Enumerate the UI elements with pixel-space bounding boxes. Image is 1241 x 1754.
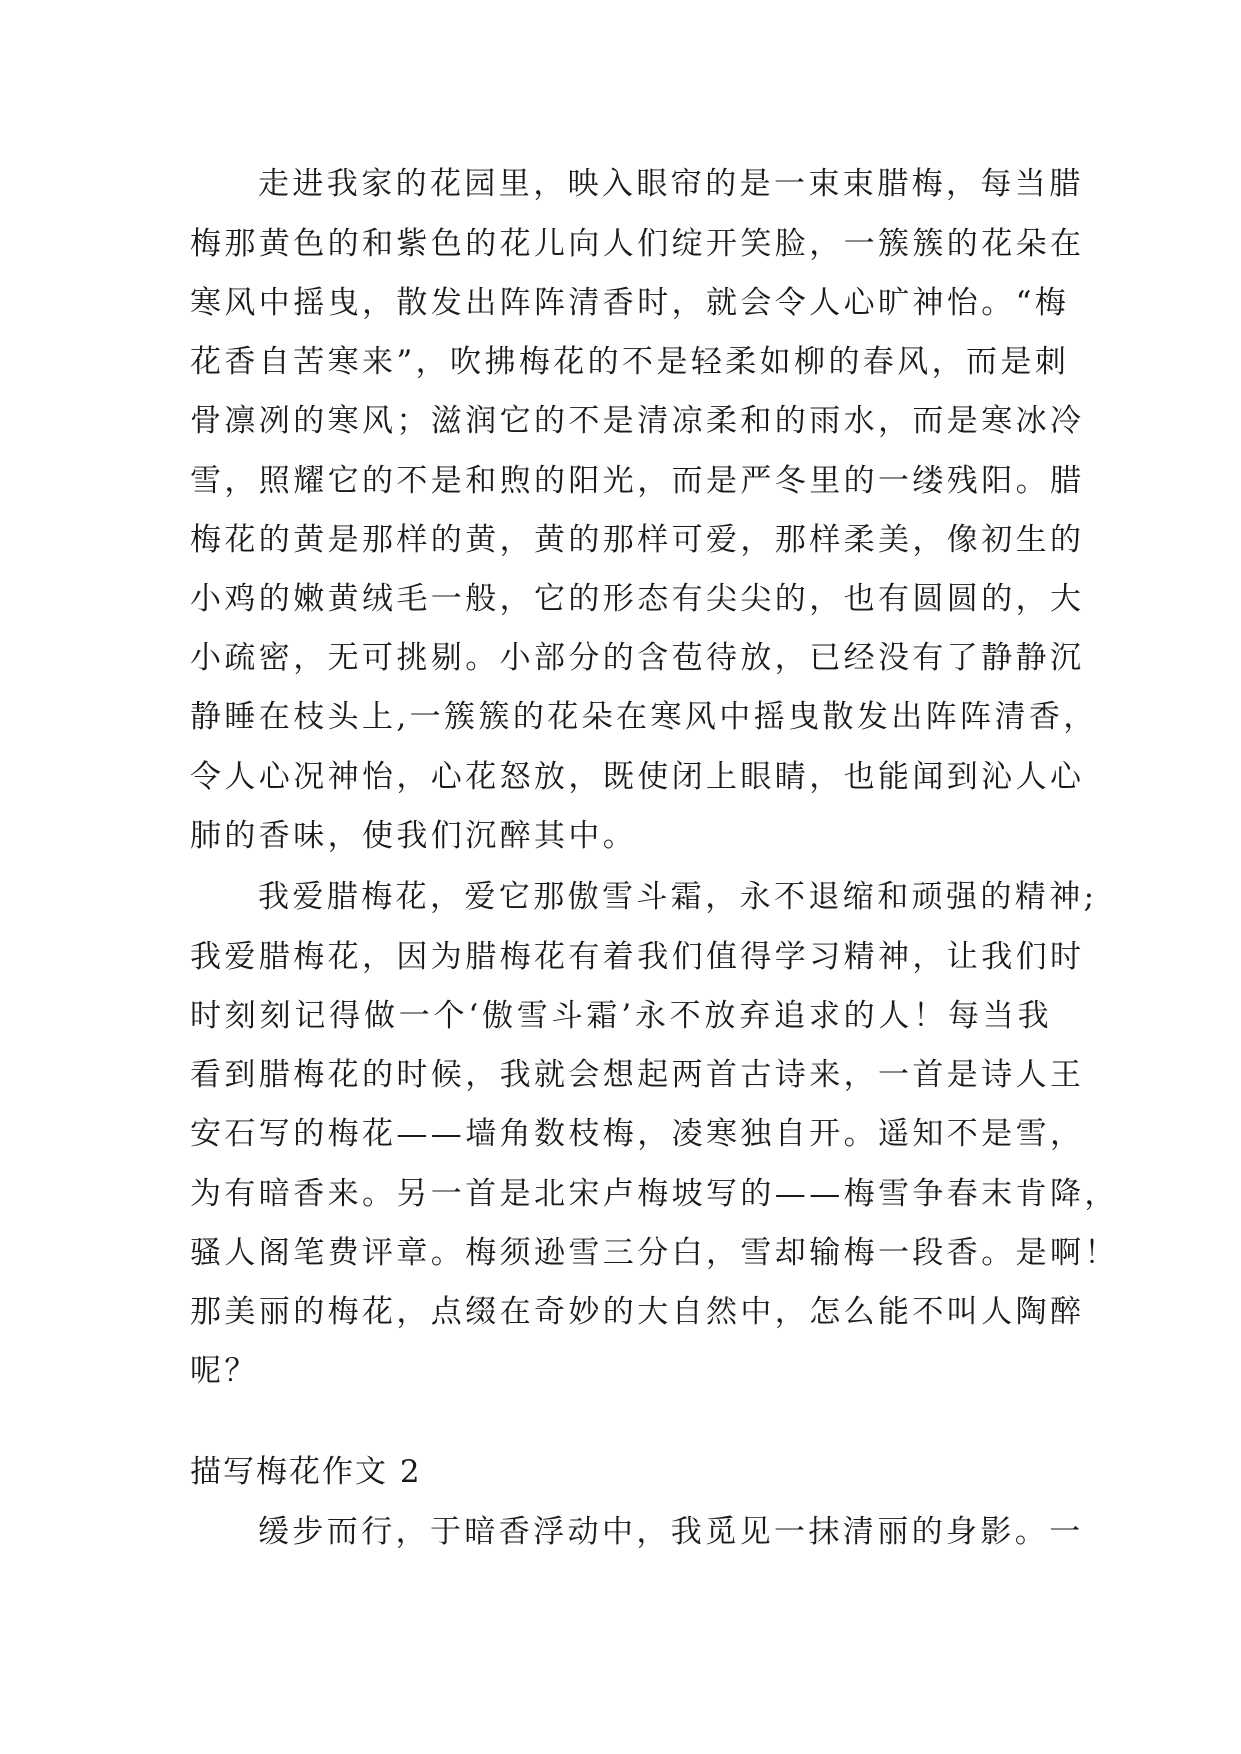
paragraph-1-line: 梅那黄色的和紫色的花儿向人们绽开笑脸，一簇簇的花朵在 xyxy=(190,226,1085,262)
paragraph-1-line: 雪，照耀它的不是和煦的阳光，而是严冬里的一缕残阳。腊 xyxy=(190,463,1085,499)
paragraph-2-line: 我爱腊梅花，因为腊梅花有着我们值得学习精神，让我们时 xyxy=(190,939,1085,975)
paragraph-1-line: 静睡在枝头上,一簇簇的花朵在寒风中摇曳散发出阵阵清香， xyxy=(190,699,1098,735)
paragraph-1-line: 走进我家的花园里，映入眼帘的是一束束腊梅，每当腊 xyxy=(258,166,1084,202)
paragraph-2-line: 安石写的梅花——墙角数枝梅，凌寒独自开。遥知不是雪， xyxy=(190,1116,1085,1152)
paragraph-2-line: 看到腊梅花的时候，我就会想起两首古诗来，一首是诗人王 xyxy=(190,1057,1085,1093)
paragraph-1-line: 骨凛冽的寒风；滋润它的不是清凉柔和的雨水，而是寒冰冷 xyxy=(190,403,1085,439)
paragraph-1-line: 梅花的黄是那样的黄，黄的那样可爱，那样柔美，像初生的 xyxy=(190,522,1085,558)
paragraph-1-line: 小鸡的嫩黄绒毛一般，它的形态有尖尖的，也有圆圆的，大 xyxy=(190,581,1085,617)
paragraph-1-line: 肺的香味，使我们沉醉其中。 xyxy=(190,818,638,854)
paragraph-3-line: 缓步而行，于暗香浮动中，我觅见一抹清丽的身影。一 xyxy=(258,1514,1084,1550)
paragraph-1-line: 令人心况神怡，心花怒放，既使闭上眼睛，也能闻到沁人心 xyxy=(190,759,1085,795)
paragraph-2-line: 时刻刻记得做一个‘傲雪斗霜’永不放弃追求的人！每当我 xyxy=(190,998,1052,1034)
paragraph-1-line: 小疏密，无可挑剔。小部分的含苞待放，已经没有了静静沉 xyxy=(190,640,1085,676)
paragraph-2-line: 那美丽的梅花，点缀在奇妙的大自然中，怎么能不叫人陶醉 xyxy=(190,1294,1085,1330)
paragraph-2-line: 骚人阁笔费评章。梅须逊雪三分白，雪却输梅一段香。是啊！ xyxy=(190,1235,1119,1271)
paragraph-2-line: 呢？ xyxy=(190,1353,259,1389)
paragraph-2-line: 为有暗香来。另一首是北宋卢梅坡写的——梅雪争春末肯降， xyxy=(190,1176,1119,1212)
paragraph-2-line: 我爱腊梅花，爱它那傲雪斗霜，永不退缩和顽强的精神; xyxy=(258,879,1098,915)
section-heading: 描写梅花作文 2 xyxy=(190,1454,422,1490)
paragraph-1-line: 寒风中摇曳，散发出阵阵清香时，就会令人心旷神怡。“梅 xyxy=(190,285,1070,321)
paragraph-1-line: 花香自苦寒来”，吹拂梅花的不是轻柔如柳的春风，而是刺 xyxy=(190,344,1070,380)
